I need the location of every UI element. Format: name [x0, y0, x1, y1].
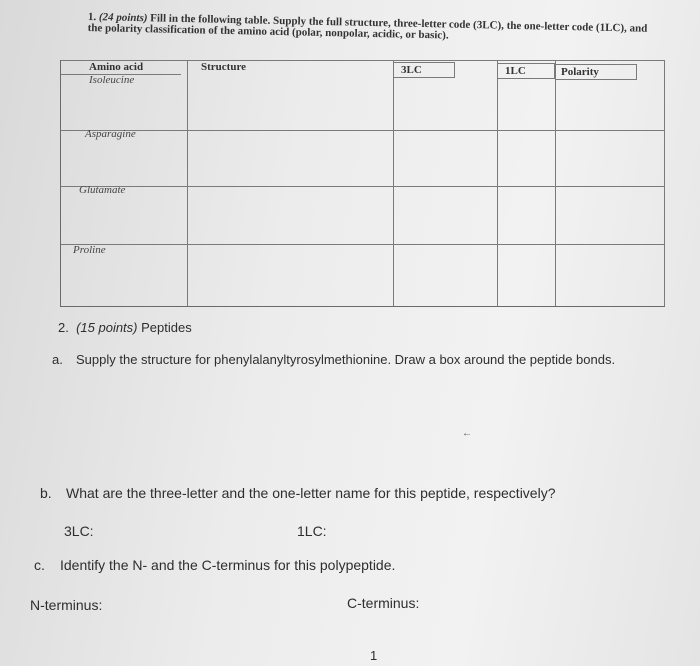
question-2c [34, 557, 395, 573]
header-amino-acid: Amino acid [89, 61, 144, 73]
one-letter-answer-label: 1LC: [297, 523, 327, 539]
part-a-label: a. [52, 352, 63, 367]
part-b-text: What are the three-letter and the one-letter name for this peptide, respectively? [66, 485, 556, 501]
page-number: 1 [370, 648, 378, 663]
question-2-points: (15 points) [76, 320, 138, 335]
part-c-label: c. [34, 557, 45, 573]
c-terminus-label: C-terminus: [347, 595, 420, 611]
question-2-title: Peptides [141, 320, 192, 335]
header-polarity: Polarity [561, 66, 599, 78]
header-1lc: 1LC [505, 65, 526, 77]
three-letter-answer-label: 3LC: [64, 523, 94, 539]
row-divider [61, 186, 665, 187]
column-divider [664, 60, 665, 306]
question-1-points: (24 points) [98, 11, 148, 25]
column-divider [187, 60, 188, 306]
question-2a [52, 352, 615, 367]
part-c-text: Identify the N- and the C-terminus for this polypeptide. [60, 557, 396, 573]
question-1-number: 1. [87, 11, 97, 24]
table-row-isoleucine: Isoleucine [89, 74, 135, 86]
question-1 [88, 12, 648, 46]
question-2b [40, 485, 556, 501]
header-structure: Structure [201, 61, 247, 73]
table-row-asparagine: Asparagine [85, 128, 136, 140]
question-2-number: 2. [58, 320, 69, 335]
row-divider [61, 130, 665, 131]
stray-arrow-mark: ← [462, 428, 472, 439]
amino-acid-table [60, 60, 665, 307]
column-divider [497, 60, 498, 306]
column-divider [555, 60, 556, 306]
column-divider [393, 60, 394, 306]
table-row-proline: Proline [73, 244, 106, 256]
n-terminus-label: N-terminus: [30, 597, 103, 613]
table-top-line [61, 60, 665, 61]
header-3lc: 3LC [401, 64, 422, 76]
table-row-glutamate: Glutamate [79, 184, 126, 196]
part-b-label: b. [40, 485, 52, 501]
question-2-heading [58, 320, 192, 335]
part-a-text: Supply the structure for phenylalanyltyrosylmethionine. Draw a box around the peptide bonds. [76, 352, 616, 367]
question-1-text: Fill in the following table. Supply the full structure, three-letter code (3LC), the one-letter code (1LC), and the polarity classification of the amino acid (polar, nonpolar, acidic, or basic). [87, 12, 648, 42]
row-divider [61, 244, 665, 245]
